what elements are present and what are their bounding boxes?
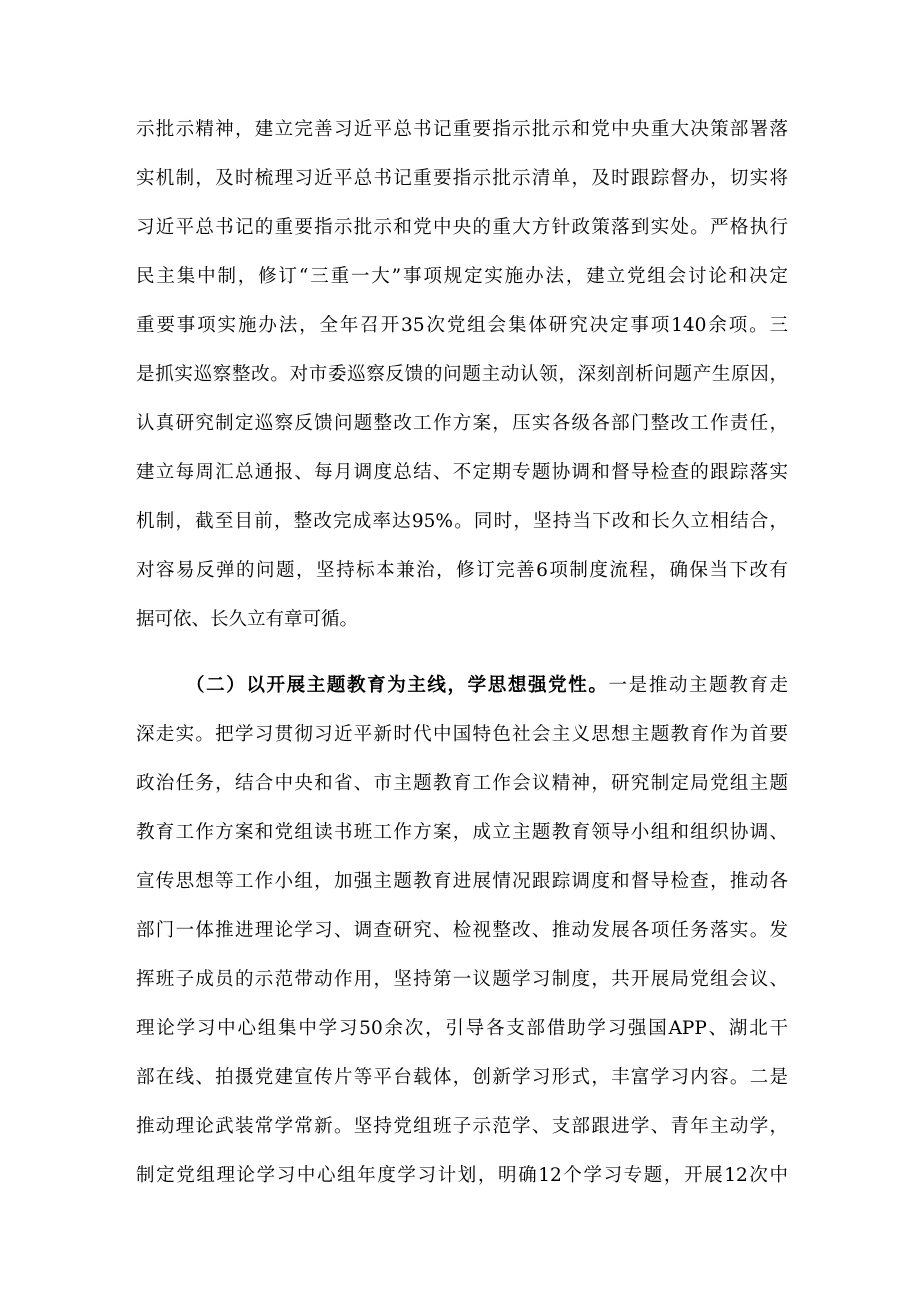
paragraph-1-line-1: 示批示精神，建立完善习近平总书记重要指示批示和党中央重大决策部署落 [136, 119, 788, 140]
paragraph-1-line-10: 对容易反弹的问题，坚持标本兼治，修订完善6项制度流程，确保当下改有 [136, 560, 788, 581]
paragraph-1-line-4: 民主集中制，修订“三重一大”事项规定实施办法，建立党组会讨论和决定 [136, 266, 788, 287]
paragraph-1-line-11: 据可依、长久立有章可循。 [136, 609, 359, 630]
paragraph-1-line-3: 习近平总书记的重要指示批示和党中央的重大方针政策落到实处。严格执行 [136, 217, 788, 238]
paragraph-2-line-5: 宣传思想等工作小组，加强主题教育进展情况跟踪调度和督导检查，推动各 [136, 871, 788, 892]
section-heading: （二）以开展主题教育为主线，学思想强党性。 [186, 675, 609, 696]
paragraph-2-line-3: 政治任务，结合中央和省、市主题教育工作会议精神，研究制定局党组主题 [136, 773, 788, 794]
paragraph-1-line-2: 实机制，及时梳理习近平总书记重要指示批示清单，及时跟踪督办，切实将 [136, 168, 788, 189]
paragraph-2-line-6: 部门一体推进理论学习、调查研究、检视整改、推动发展各项任务落实。发 [136, 920, 788, 941]
paragraph-1-line-6: 是抓实巡察整改。对市委巡察反馈的问题主动认领，深刻剖析问题产生原因， [136, 364, 788, 385]
paragraph-1-line-7: 认真研究制定巡察反馈问题整改工作方案，压实各级各部门整改工作责任， [136, 413, 788, 434]
paragraph-2-line-4: 教育工作方案和党组读书班工作方案，成立主题教育领导小组和组织协调、 [136, 822, 788, 843]
paragraph-2-line-10: 推动理论武装常学常新。坚持党组班子示范学、支部跟进学、青年主动学， [136, 1116, 788, 1137]
paragraph-1-line-8: 建立每周汇总通报、每月调度总结、不定期专题协调和督导检查的跟踪落实 [136, 462, 788, 483]
paragraph-2-line-1 [186, 672, 788, 700]
paragraph-2-line-8: 理论学习中心组集中学习50余次，引导各支部借助学习强国APP、湖北干 [136, 1018, 788, 1039]
paragraph-1-line-5: 重要事项实施办法，全年召开35次党组会集体研究决定事项140余项。三 [136, 315, 788, 336]
paragraph-1-line-9: 机制，截至目前，整改完成率达95%。同时，坚持当下改和长久立相结合， [136, 511, 788, 532]
paragraph-2-line-7: 挥班子成员的示范带动作用，坚持第一议题学习制度，共开展局党组会议、 [136, 969, 788, 990]
paragraph-2-line-9: 部在线、拍摄党建宣传片等平台载体，创新学习形式，丰富学习内容。二是 [136, 1067, 788, 1088]
paragraph-2-line-2: 深走实。把学习贯彻习近平新时代中国特色社会主义思想主题教育作为首要 [136, 724, 788, 745]
paragraph-2-line-1-rest: 一是推动主题教育走 [608, 675, 788, 696]
paragraph-2-line-11: 制定党组理论学习中心组年度学习计划，明确12个学习专题，开展12次中 [136, 1165, 788, 1186]
